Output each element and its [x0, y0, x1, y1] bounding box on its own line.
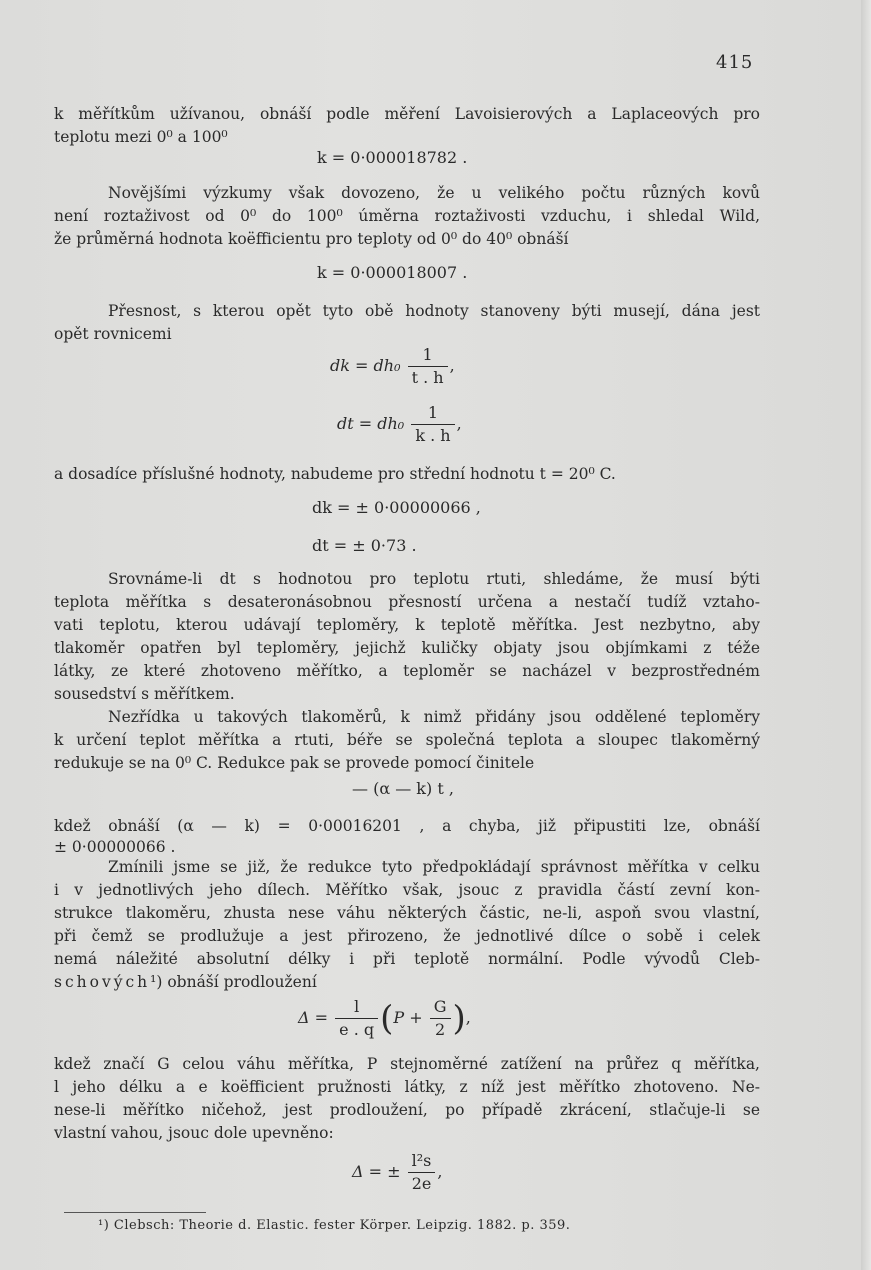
eq-l-numerator: l	[354, 997, 360, 1016]
eq2-lhs: dt = dh₀	[337, 414, 405, 433]
eq-g-over-2	[430, 996, 451, 1041]
eq2-l2s-over-2e	[408, 1150, 436, 1195]
p1-line1: k měřítkům užívanou, obnáší podle měření Lavoisierových a Laplaceových pro	[54, 105, 760, 123]
footnote-rule	[64, 1212, 206, 1213]
p2-line2: není roztaživost od 0⁰ do 100⁰ úměrna roztaživosti vzduchu, i shledal Wild,	[54, 207, 760, 225]
p6-line2: i v jednotlivých jeho dílech. Měřítko však, jsouc z pravidla částí zevní kon-	[54, 881, 760, 899]
p6-line5: nemá náležité absolutní délky i při teplotě normální. Podle vývodů Cleb-	[54, 950, 760, 968]
p6-line7: kdež značí G celou váhu měřítka, P stejnoměrné zatížení na průřez q měřítka,	[54, 1055, 760, 1073]
eq2-l2s-numerator: l²s	[411, 1151, 432, 1170]
eq1-fraction	[408, 344, 448, 389]
eq2-fraction	[411, 402, 454, 447]
author-clebsch: schových	[54, 973, 151, 991]
p1-line2: teplotu mezi 0⁰ a 100⁰	[54, 128, 228, 146]
footnote: ¹) Clebsch: Theorie d. Elastic. fester Körper. Leipzig. 1882. p. 359.	[98, 1218, 571, 1233]
equation-k1: k = 0·000018782 .	[317, 148, 468, 167]
p5-line3: redukuje se na 0⁰ C. Redukce pak se provede pomocí činitele	[54, 754, 535, 772]
equation-dk-fraction: dk = dh₀ $\frac{1}{t . h}$ ,	[330, 345, 455, 387]
page-edge	[861, 0, 871, 1270]
eq1-numerator: 1	[422, 345, 433, 364]
p6-line6	[54, 972, 760, 993]
equation-k2: k = 0·000018007 .	[317, 263, 468, 282]
p6-line8: l jeho délku a e koëfficient pružnosti látky, z níž jest měřítko zhotoveno. Ne-	[54, 1078, 760, 1096]
p6-line3: strukce tlakoměru, zhusta nese váhu některých částic, ne-li, aspoň svou vlastní,	[54, 904, 760, 922]
p6-line4: při čemž se prodlužuje a jest přirozeno, že jednotlivé dílce o sobě i celek	[54, 927, 760, 945]
eq1-denominator: t . h	[408, 366, 448, 389]
equation-reduction-factor: — (α — k) t ,	[352, 779, 454, 798]
eq2-numerator: 1	[427, 403, 439, 422]
equation-dt-fraction: dt = dh₀ $\frac{1}{k . h}$ ,	[337, 403, 462, 445]
p4-line1: Srovnáme-li dt s hodnotou pro teplotu rtuti, shledáme, že musí býti	[108, 570, 760, 588]
page-number: 415	[716, 52, 754, 73]
p3-line3: a dosadíce příslušné hodnoty, nabudeme pro střední hodnotu t = 20⁰ C.	[54, 465, 616, 483]
p5-line1: Nezřídka u takových tlakoměrů, k nimž přidány jsou oddělené teploměry	[108, 708, 760, 726]
equation-dt-value: dt = ± 0·73 .	[312, 536, 417, 555]
p4-line2: teplota měřítka s desateronásobnou přesností určena a nestačí tudíž vztaho-	[54, 593, 760, 611]
p6-line1: Zmínili jsme se již, že redukce tyto předpokládají správnost měřítka v celku	[108, 858, 760, 876]
p3-line2: opět rovnicemi	[54, 325, 172, 343]
p6-line10: vlastní vahou, jsouc dole upevněno:	[54, 1124, 334, 1142]
p2-line1: Novějšími výzkumy však dovozeno, že u velikého počtu různých kovů	[108, 184, 760, 202]
eq-eq-denominator: e . q	[335, 1018, 378, 1041]
p3-line1: Přesnost, s kterou opět tyto obě hodnoty stanoveny býti musejí, dána jest	[108, 302, 760, 320]
eq-paren-p: P +	[393, 1008, 423, 1027]
equation-self-weight	[352, 1150, 442, 1195]
p5-line2: k určení teplot měřítka a rtuti, béře se společná teplota a sloupec tlakoměrný	[54, 731, 760, 749]
p4-line6: sousedství s měřítkem.	[54, 685, 235, 703]
eq1-lhs: dk = dh₀	[330, 356, 401, 375]
equation-elongation: Δ = $\frac{l}{e . q}$ (P + $\frac{G}{2}$ ),	[298, 997, 471, 1039]
p2-line3: že průměrná hodnota koëfficientu pro teploty od 0⁰ do 40⁰ obnáší	[54, 230, 569, 248]
eq-delta-lhs: Δ =	[298, 1008, 329, 1027]
eq-l-over-eq	[335, 996, 378, 1041]
eq-g-numerator: G	[433, 997, 447, 1016]
eq-g-denominator: 2	[430, 1018, 451, 1041]
eq2-2e-denominator: 2e	[408, 1172, 436, 1195]
p5-line4: kdež obnáší (α — k) = 0·00016201 , a chyba, již připustiti lze, obnáší	[54, 817, 760, 835]
equation-dk-value: dk = ± 0·00000066 ,	[312, 498, 481, 517]
eq2-denominator: k . h	[411, 424, 454, 447]
eq2-tail: ,	[437, 1162, 443, 1181]
p4-line5: látky, ze které zhotoveno měřítko, a teploměr se nacházel v bezprostředném	[54, 662, 760, 680]
eq2-delta-lhs: Δ = ±	[352, 1162, 401, 1181]
p4-line3: vati teplotu, kterou udávají teploměry, k teplotě měřítka. Jest nezbytno, aby	[54, 616, 760, 634]
p6-line6-rest: ¹) obnáší prodloužení	[150, 973, 317, 991]
p4-line4: tlakoměr opatřen byl teploměry, jejichž kuličky objaty jsou objímkami z téže	[54, 639, 760, 657]
p5-line5: ± 0·00000066 .	[54, 838, 176, 856]
eq-tail: ,	[465, 1008, 471, 1027]
p6-line9: nese-li měřítko ničehož, jest prodloužení, po případě zkrácení, stlačuje-li se	[54, 1101, 760, 1119]
